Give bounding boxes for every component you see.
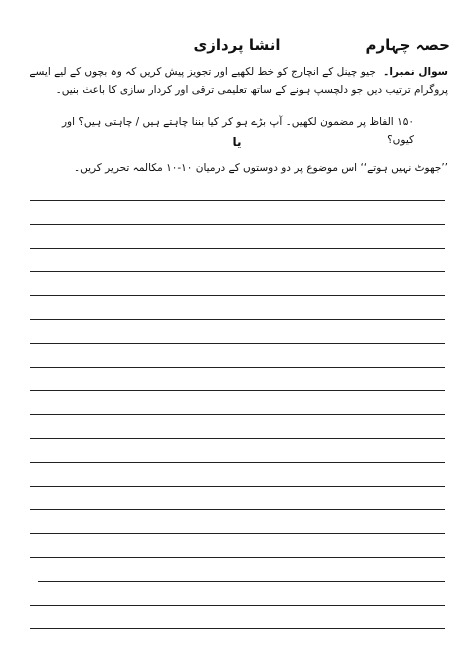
writing-line[interactable] bbox=[30, 438, 445, 439]
writing-line[interactable] bbox=[30, 462, 445, 463]
section-label: حصہ چہارم bbox=[365, 36, 450, 54]
writing-line[interactable] bbox=[30, 343, 445, 344]
writing-line[interactable] bbox=[30, 248, 445, 249]
writing-line[interactable] bbox=[30, 486, 445, 487]
writing-line[interactable] bbox=[30, 390, 445, 391]
writing-line[interactable] bbox=[30, 557, 445, 558]
or-separator: یا bbox=[232, 135, 242, 149]
writing-line[interactable] bbox=[30, 224, 445, 225]
writing-line[interactable] bbox=[30, 367, 445, 368]
question-2: ۱۵۰ الفاظ پر مضمون لکھیں۔ آپ بڑے ہو کر کیا بننا چاہتے ہیں / چاہتی ہیں؟ اور کیوں؟ bbox=[61, 116, 414, 146]
writing-line[interactable] bbox=[30, 319, 445, 320]
writing-line[interactable] bbox=[38, 581, 445, 582]
writing-line[interactable] bbox=[30, 533, 445, 534]
writing-line[interactable] bbox=[30, 605, 445, 606]
writing-line[interactable] bbox=[30, 295, 445, 296]
question-1-text: جیو چینل کے انچارج کو خط لکھیے اور تجویز پیش کریں کہ وہ بچوں کے لیے ایسے پروگرام ترتیب دیں جو دلچسپ ہونے کے ساتھ تعلیمی ترقی اور کردار سازی کا باعث بنیں۔ bbox=[29, 66, 448, 96]
page-title: انشا پردازی bbox=[193, 36, 281, 54]
writing-line[interactable] bbox=[30, 509, 445, 510]
writing-line[interactable] bbox=[30, 271, 445, 272]
writing-line[interactable] bbox=[30, 628, 445, 629]
writing-line[interactable] bbox=[30, 414, 445, 415]
question-1-label: سوال نمبرا۔ bbox=[383, 66, 448, 78]
question-3: ’’جھوٹ نہیں ہوتے‘‘ اس موضوع پر دو دوستوں کے درمیان ۱۰-۱۰ مکالمہ تحریر کریں۔ bbox=[73, 162, 448, 174]
writing-line[interactable] bbox=[30, 200, 445, 201]
